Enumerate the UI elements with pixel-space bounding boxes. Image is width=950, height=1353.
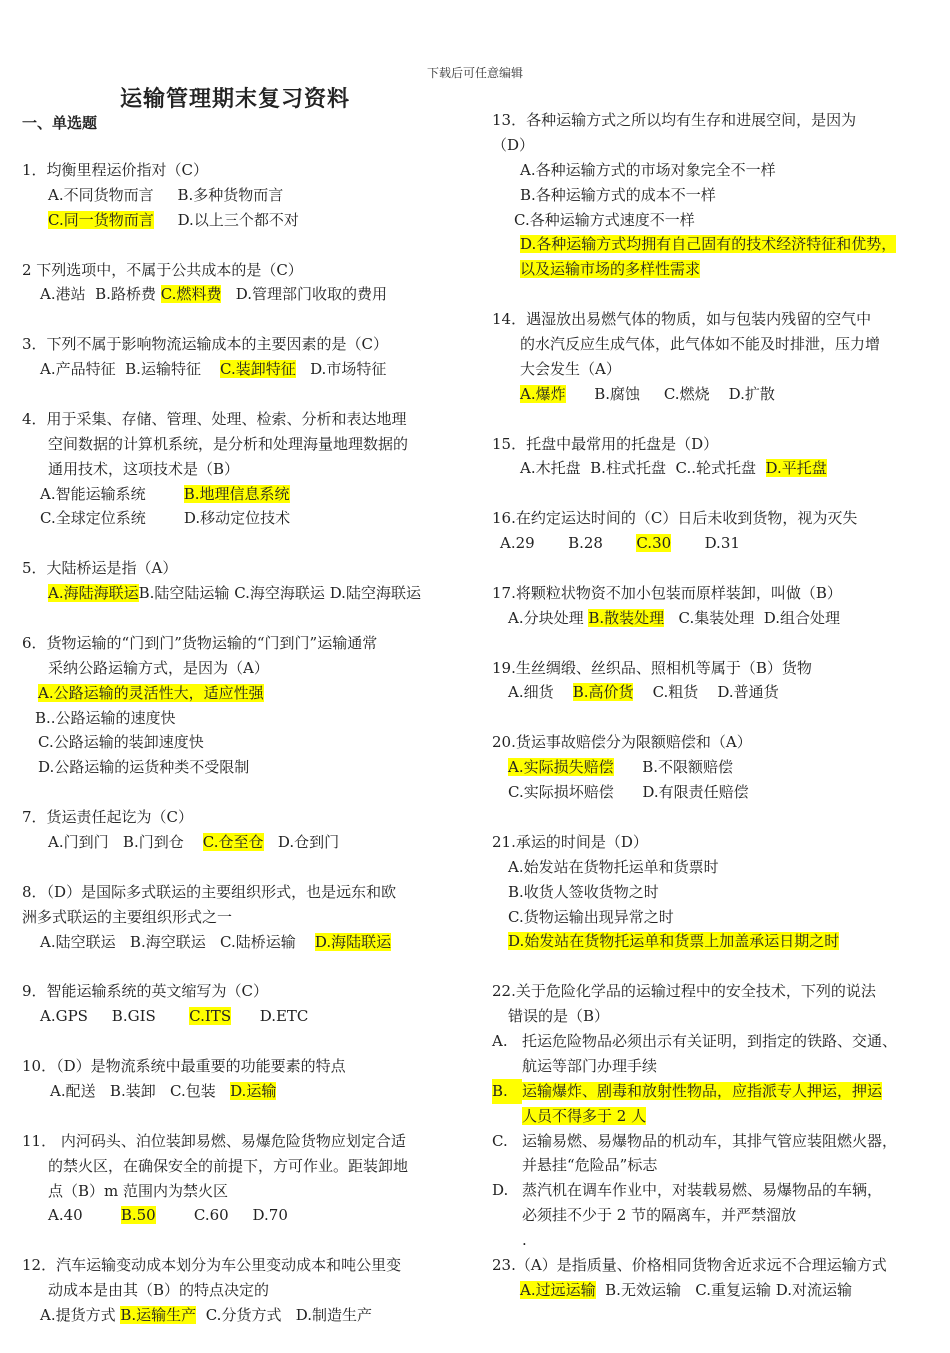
question-stem: 通用技术，这项技术是（B） — [48, 459, 240, 478]
question-stem: 14．遇湿放出易燃气体的物质，如与包装内残留的空气中 — [492, 310, 872, 329]
question-1 — [22, 158, 462, 233]
options-row — [492, 755, 944, 780]
option-d: D.ETC — [259, 1007, 309, 1026]
question-16 — [492, 506, 944, 556]
options-row — [22, 1303, 462, 1328]
option-text: 人员不得多于 2 人 — [522, 1106, 647, 1125]
question-stem: 5．大陆桥运是指（A） — [22, 559, 178, 578]
option-b-answer: B.高价货 — [572, 683, 634, 702]
options-row — [22, 681, 462, 706]
question-15 — [492, 432, 944, 482]
question-10 — [22, 1054, 462, 1104]
option-c-answer: C.30 — [636, 534, 672, 553]
option-c: C.实际损坏赔偿 — [508, 783, 614, 802]
question-stem: 7．货运责任起讫为（C） — [22, 808, 194, 827]
question-stem: 4．用于采集、存储、管理、处理、检索、分析和表达地理 — [22, 409, 407, 428]
question-17 — [492, 581, 944, 631]
options-row — [492, 680, 944, 705]
option-a: A.始发站在货物托运单和货票时 — [508, 857, 719, 876]
option-d-cont: 必须挂不少于 2 节的隔离车，并严禁溜放 — [522, 1206, 797, 1225]
option-c-answer: C.ITS — [189, 1007, 232, 1026]
options-row — [22, 183, 462, 208]
question-14 — [492, 307, 944, 407]
question-stem: 22.关于危险化学品的运输过程中的安全技术，下列的说法 — [492, 982, 876, 1001]
option-c-answer: C.燃料费 — [160, 285, 222, 304]
question-8 — [22, 880, 462, 955]
options-row — [492, 1278, 944, 1303]
question-9 — [22, 979, 462, 1029]
option-b-cont — [492, 1104, 944, 1129]
option-a: A.提货方式 — [40, 1305, 116, 1324]
option-a: A.29 — [500, 534, 535, 553]
question-stem: 10．（D）是物流系统中最重要的功能要素的特点 — [22, 1057, 346, 1076]
question-stem: 17.将颗粒状物资不加小包装而原样装卸，叫做（B） — [492, 583, 842, 602]
option-text: 蒸汽机在调车作业中，对装载易燃、易爆物品的车辆， — [522, 1181, 883, 1200]
question-stem: 的水汽反应生成气体，此气体如不能及时排泄，压力增 — [520, 335, 881, 354]
option-d: D.以上三个都不对 — [177, 210, 299, 229]
options-row — [492, 606, 944, 631]
option-d-text: D.始发站在货物托运单和货票上加盖承运日期之时 — [508, 932, 840, 951]
option-a: A.GPS — [40, 1007, 88, 1026]
option-b-answer: B.50 — [120, 1206, 156, 1225]
question-stem: 3．下列不属于影响物流运输成本的主要因素的是（C） — [22, 335, 389, 354]
options-row — [22, 1203, 462, 1228]
option-d-answer — [492, 929, 944, 954]
question-5 — [22, 556, 462, 606]
option-b-answer — [492, 1079, 944, 1104]
option-a: A.木托盘 — [520, 459, 581, 478]
question-23 — [492, 1253, 944, 1303]
page-title: 运输管理期末复习资料 — [120, 87, 351, 112]
options-row — [22, 282, 462, 307]
option-a: A.不同货物而言 — [48, 185, 154, 204]
option-b: B.装卸 — [109, 1081, 156, 1100]
option-label: C. — [492, 1131, 508, 1150]
option-label: B. — [492, 1079, 522, 1104]
question-19 — [492, 656, 944, 706]
option-d: D.70 — [252, 1206, 288, 1225]
option-d-answer — [492, 232, 944, 257]
options-row — [22, 208, 462, 233]
option-a-cont: 航运等部门办理手续 — [522, 1056, 658, 1075]
option-c: C.集装处理 — [678, 608, 755, 627]
option-a-answer: A.公路运输的灵活性大，适应性强 — [38, 683, 264, 702]
option-b: B.路桥费 — [95, 285, 156, 304]
option-c — [492, 1129, 944, 1154]
option-d: D.普通货 — [717, 683, 779, 702]
options-row: C.公路运输的装卸速度快 — [38, 733, 204, 752]
options-row — [492, 780, 944, 805]
question-22 — [492, 979, 944, 1253]
option-d-line-2: 以及运输市场的多样性需求 — [520, 260, 701, 279]
question-stem: 9．智能运输系统的英文缩写为（C） — [22, 982, 269, 1001]
option-a-answer: A.爆炸 — [520, 384, 566, 403]
option-a: A.门到门 — [48, 833, 109, 852]
option-b: B.多种货物而言 — [177, 185, 284, 204]
question-7 — [22, 805, 462, 855]
question-stem: 20.货运事故赔偿分为限额赔偿和（A） — [492, 733, 752, 752]
question-11 — [22, 1129, 462, 1229]
header-note: 下载后可任意编辑 — [426, 66, 523, 80]
option-b: B.不限额赔偿 — [642, 758, 734, 777]
option-a: A.智能运输系统 — [40, 484, 146, 503]
question-6 — [22, 631, 462, 780]
option-b: B.运输特征 — [125, 360, 201, 379]
option-d: D.陆空海联运 — [329, 584, 421, 603]
question-stem: 错误的是（B） — [508, 1007, 610, 1026]
option-b: B.陆空陆运输 — [138, 584, 230, 603]
options-row — [492, 456, 944, 481]
option-d: D.移动定位技术 — [183, 509, 291, 528]
options-row — [22, 357, 462, 382]
option-c: C.陆桥运输 — [220, 932, 296, 951]
question-stem: （D） — [492, 135, 535, 154]
option-c: C.60 — [193, 1206, 229, 1225]
options-row: D.公路运输的运货种类不受限制 — [38, 758, 250, 777]
option-b: B.门到仓 — [122, 833, 184, 852]
option-d-answer: D.平托盘 — [765, 459, 827, 478]
option-a: A.各种运输方式的市场对象完全不一样 — [520, 160, 776, 179]
option-c: C.各种运输方式速度不一样 — [514, 210, 695, 229]
question-stem: 采纳公路运输方式，是因为（A） — [48, 658, 269, 677]
option-a: A.港站 — [40, 285, 86, 304]
question-12 — [22, 1253, 462, 1328]
option-text: 运输爆炸、剧毒和放射性物品，应指派专人押运，押运 — [522, 1081, 883, 1100]
question-stem: 16.在约定运达时间的（C）日后未收到货物，视为灭失 — [492, 509, 858, 528]
question-20 — [492, 730, 944, 805]
option-d — [492, 1178, 944, 1203]
option-label: A. — [492, 1031, 508, 1050]
option-c: C..轮式托盘 — [675, 459, 756, 478]
options-row — [22, 930, 462, 955]
question-stem: 23.（A）是指质量、价格相同货物舍近求远不合理运输方式 — [492, 1255, 887, 1274]
option-c: C.粗货 — [652, 683, 699, 702]
options-row — [22, 830, 462, 855]
question-stem: 点（B）m 范围内为禁火区 — [48, 1181, 229, 1200]
option-c: C.包装 — [170, 1081, 216, 1100]
option-c-answer: C.同一货物而言 — [48, 210, 154, 229]
option-b: B.无效运输 — [605, 1280, 681, 1299]
options-row: B..公路运输的速度快 — [35, 708, 176, 727]
option-b-answer: B.散装处理 — [588, 608, 665, 627]
question-stem: 洲多式联运的主要组织形式之一 — [22, 907, 233, 926]
option-c: C.重复运输 — [695, 1280, 771, 1299]
question-stem: 13．各种运输方式之所以均有生存和进展空间，是因为 — [492, 111, 857, 129]
option-d: D.制造生产 — [295, 1305, 373, 1324]
options-row — [492, 531, 944, 556]
option-b: B.腐蚀 — [594, 384, 641, 403]
question-2 — [22, 258, 462, 308]
trailing-dot: . — [522, 1231, 527, 1250]
option-c-cont: 并悬挂“危险品”标志 — [522, 1156, 658, 1175]
options-row — [492, 382, 944, 407]
question-3 — [22, 332, 462, 382]
option-a: A.产品特征 — [40, 360, 116, 379]
option-a: A.陆空联运 — [40, 932, 116, 951]
question-4 — [22, 407, 462, 531]
option-b-answer: B.运输生产 — [120, 1305, 197, 1324]
option-d: D.有限责任赔偿 — [642, 783, 749, 802]
right-column — [492, 108, 944, 1328]
options-row — [22, 506, 462, 531]
question-stem: 动成本是由其（B）的特点决定的 — [48, 1281, 270, 1300]
question-stem: 12．汽车运输变动成本划分为车公里变动成本和吨公里变 — [22, 1256, 402, 1275]
question-21 — [492, 830, 944, 954]
option-a — [492, 1029, 944, 1054]
option-b: B.柱式托盘 — [590, 459, 666, 478]
option-d: D.管理部门收取的费用 — [235, 285, 388, 304]
question-stem: 15．托盘中最常用的托盘是（D） — [492, 434, 719, 453]
option-d: D.仓到门 — [277, 833, 340, 852]
option-label: D. — [492, 1181, 509, 1200]
option-c: C.海空海联运 — [234, 584, 325, 603]
option-d-answer: D.运输 — [230, 1081, 277, 1100]
question-stem: 8．（D）是国际多式联运的主要组织形式，也是远东和欧 — [22, 882, 397, 901]
question-stem: 6．货物运输的“门到门”货物运输的“门到门”运输通常 — [22, 633, 378, 652]
options-row — [22, 482, 462, 507]
option-d-answer: D.海陆联运 — [314, 932, 392, 951]
question-stem: 21.承运的时间是（D） — [492, 832, 648, 851]
option-a-answer: A.实际损失赔偿 — [508, 758, 614, 777]
option-b: B.GIS — [111, 1007, 156, 1026]
option-b: B.收货人签收货物之时 — [508, 882, 659, 901]
section-heading: 一、单选题 — [22, 114, 98, 132]
option-d: D.市场特征 — [310, 360, 387, 379]
option-d-answer — [492, 257, 944, 282]
options-row — [22, 581, 462, 606]
option-a: A.配送 — [50, 1081, 96, 1100]
option-b: B.海空联运 — [129, 932, 206, 951]
left-column — [22, 158, 462, 1353]
option-a: A.40 — [48, 1206, 83, 1225]
question-stem: 19.生丝绸缎、丝织品、照相机等属于（B）货物 — [492, 658, 812, 677]
option-b: B.各种运输方式的成本不一样 — [520, 185, 716, 204]
option-c: C.分货方式 — [205, 1305, 282, 1324]
question-stem: 2 下列选项中，不属于公共成本的是（C） — [22, 260, 303, 279]
option-d: D.组合处理 — [763, 608, 841, 627]
options-row — [22, 1079, 462, 1104]
option-c-answer: C.装卸特征 — [220, 360, 296, 379]
question-stem: 的禁火区，在确保安全的前提下，方可作业。距装卸地 — [48, 1156, 409, 1175]
option-d: D.扩散 — [728, 384, 775, 403]
question-13 — [492, 108, 944, 282]
option-a-answer: A.海陆海联运 — [48, 584, 139, 603]
option-d: D.对流运输 — [775, 1280, 853, 1299]
option-text: 运输易燃、易爆物品的机动车，其排气管应装阻燃火器， — [522, 1131, 898, 1150]
option-c: C.全球定位系统 — [40, 509, 146, 528]
question-stem: 11． 内河码头、泊位装卸易燃、易爆危险货物应划定合适 — [22, 1131, 406, 1150]
option-c: C.货物运输出现异常之时 — [508, 907, 674, 926]
option-d-line-1: D.各种运输方式均拥有自己固有的技术经济特征和优势， — [520, 235, 897, 254]
question-stem: 大会发生（A） — [520, 359, 621, 378]
option-d: D.31 — [704, 534, 740, 553]
option-a-answer: A.过远运输 — [520, 1280, 596, 1299]
option-b: B.28 — [568, 534, 603, 553]
option-c: C.燃烧 — [663, 384, 710, 403]
question-stem: 空间数据的计算机系统，是分析和处理海量地理数据的 — [48, 434, 409, 453]
option-a: A.分块处理 — [508, 608, 584, 627]
option-c-answer: C.仓至仓 — [202, 833, 264, 852]
question-stem: 1．均衡里程运价指对（C） — [22, 161, 209, 179]
option-b-answer: B.地理信息系统 — [183, 484, 290, 503]
option-text: 托运危险物品必须出示有关证明，到指定的铁路、交通、 — [522, 1031, 898, 1050]
options-row — [22, 1004, 462, 1029]
option-a: A.细货 — [508, 683, 554, 702]
